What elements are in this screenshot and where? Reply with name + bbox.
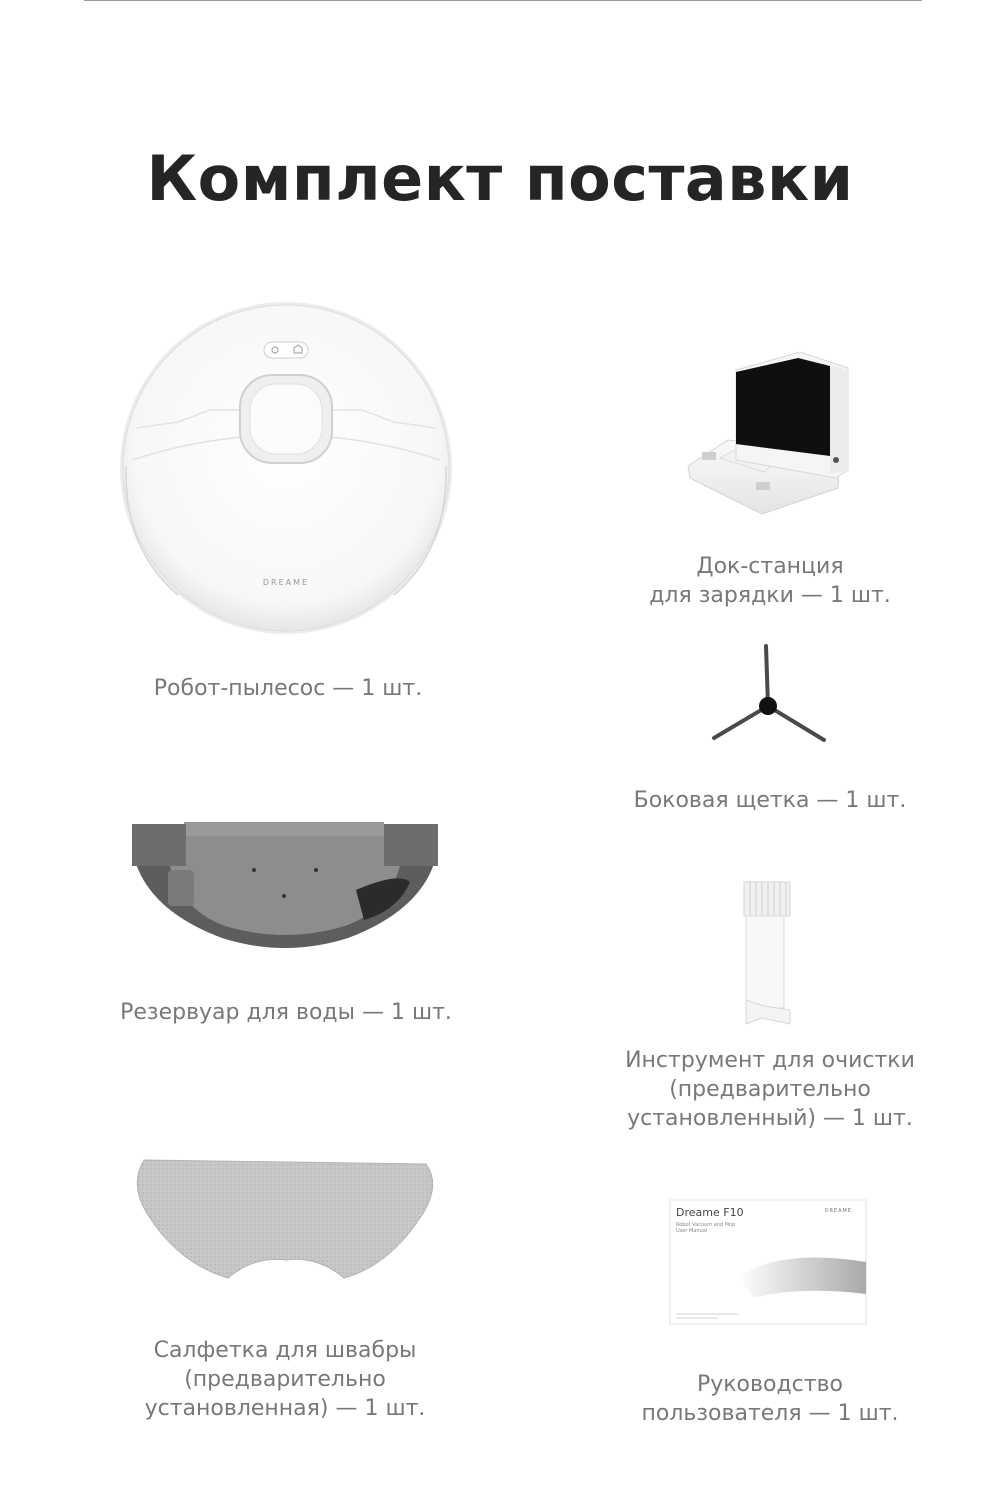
caption-robot: Робот-пылесос — 1 шт. xyxy=(153,676,423,701)
svg-text:User Manual: User Manual xyxy=(676,1228,708,1234)
caption-brush: Боковая щетка — 1 шт. xyxy=(633,788,907,813)
cleaning-tool-image xyxy=(740,878,796,1028)
mop-pad-image xyxy=(130,1156,440,1296)
caption-dock: Док-станция для зарядки — 1 шт. xyxy=(649,554,891,608)
svg-text:DREAME: DREAME xyxy=(824,1208,852,1214)
water-tank-image xyxy=(128,818,442,952)
dock-station-image xyxy=(680,348,860,518)
svg-text:Robot Vacuum and Mop: Robot Vacuum and Mop xyxy=(676,1222,736,1228)
caption-tool: Инструмент для очистки (предварительно установленный) — 1 шт. xyxy=(625,1048,915,1131)
caption-tank: Резервуар для воды — 1 шт. xyxy=(120,1000,452,1025)
page-title: Комплект поставки xyxy=(146,142,854,215)
svg-text:Dreame F10: Dreame F10 xyxy=(676,1206,744,1219)
user-manual-image xyxy=(668,1198,868,1326)
svg-text:DREAME: DREAME xyxy=(262,578,310,587)
caption-mop: Салфетка для швабры (предварительно установленная) — 1 шт. xyxy=(144,1338,426,1421)
top-divider xyxy=(84,0,922,1)
caption-manual: Руководство пользователя — 1 шт. xyxy=(641,1372,899,1426)
side-brush-image xyxy=(708,642,832,746)
robot-vacuum-image xyxy=(118,300,458,640)
